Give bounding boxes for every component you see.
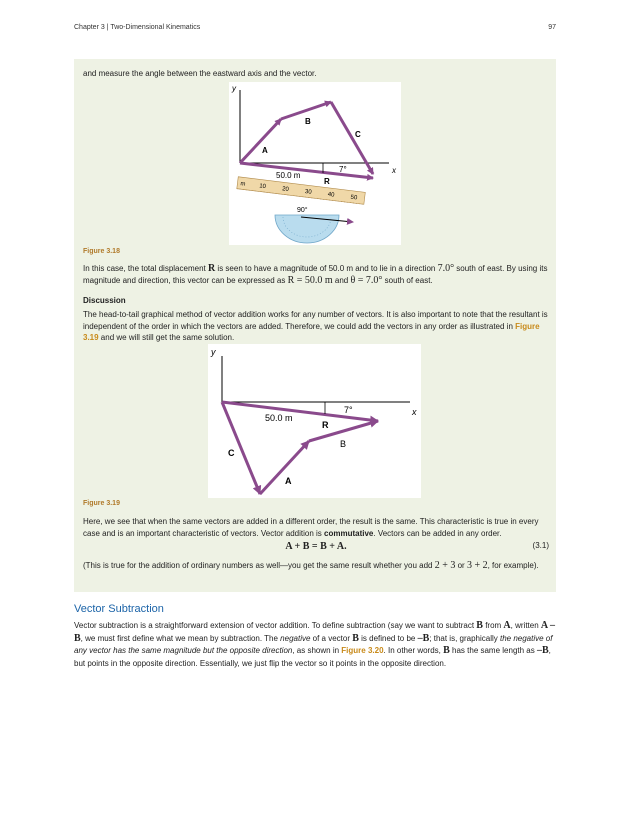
- sub-text-9: . In other words,: [383, 646, 444, 655]
- sub-math-neg-b: –B: [417, 632, 430, 644]
- figure-3-20-link[interactable]: Figure 3.20: [341, 646, 384, 655]
- sub-math-a: A: [503, 620, 511, 631]
- label-b: B: [340, 439, 347, 449]
- sub-text-5: of a vector: [310, 633, 353, 643]
- intro-paragraph: and measure the angle between the eastward axis and the vector.: [83, 69, 317, 78]
- section-title: Vector Subtraction: [74, 603, 164, 615]
- label-c: C: [228, 448, 235, 458]
- case-text-2: is seen to have a magnitude of 50.0 m and to lie in a direction: [215, 264, 438, 273]
- vector-r: [222, 402, 378, 421]
- case-paragraph: [83, 263, 549, 286]
- sub-text-4: , we must first define what we mean by subtraction. The: [80, 633, 281, 643]
- ruler-tick-20: 20: [281, 186, 290, 193]
- case-text-1: In this case, the total displacement: [83, 264, 208, 273]
- label-a: A: [285, 476, 292, 486]
- discussion-heading: Discussion: [83, 296, 126, 305]
- sub-text-8: , as shown in: [292, 646, 342, 655]
- vector-b: [309, 421, 378, 441]
- case-math-theta: θ = 7.0°: [350, 274, 383, 286]
- ruler: [237, 177, 366, 205]
- case-text-4: and: [332, 275, 351, 285]
- subtraction-paragraph: [74, 620, 556, 670]
- true-text-1: (This is true for the addition of ordinary numbers as well—you get the same result whether you add: [83, 561, 435, 570]
- here-paragraph: [83, 516, 549, 539]
- sub-text-11: , but points in the opposite direction. Essentially, we just flip the vector so it points in the opposite direction.: [74, 646, 551, 668]
- figure-3-19-diagram: [208, 344, 421, 498]
- true-math-1: 2 + 3: [434, 560, 456, 571]
- label-b: B: [305, 117, 311, 126]
- label-c: C: [355, 130, 361, 139]
- figure-3-19: [208, 344, 421, 498]
- angle-label: 7°: [344, 405, 353, 415]
- true-text-2: or: [455, 561, 467, 570]
- figure-3-18-caption: Figure 3.18: [83, 248, 120, 255]
- label-a: A: [262, 146, 268, 155]
- sub-text-1: Vector subtraction is a straightforward extension of vector addition. To define subtraction (say we want to subtract: [74, 621, 477, 630]
- page-number: 97: [548, 24, 556, 31]
- equation-text: A + B = B + A.: [285, 541, 347, 552]
- ruler-tick-30: 30: [304, 189, 312, 196]
- ruler-tick-10: 10: [258, 183, 267, 191]
- sub-text-2: from: [482, 621, 504, 630]
- figure-3-19-caption: Figure 3.19: [83, 500, 120, 507]
- sub-math-b: B: [476, 620, 483, 631]
- true-text-3: , for example).: [487, 561, 539, 570]
- x-axis-label: x: [392, 166, 396, 175]
- ruler-tick-50: 50: [350, 194, 358, 202]
- vector-r: [240, 163, 373, 178]
- here-text-2: . Vectors can be added in any order.: [373, 528, 502, 538]
- case-math-r: R: [207, 263, 216, 274]
- figure-3-19-link[interactable]: Figure 3.19: [83, 321, 540, 342]
- figure-3-18: [229, 82, 401, 245]
- vector-a: [260, 441, 309, 494]
- sub-text-7: ; that is, graphically: [429, 633, 500, 643]
- case-text-3: south of east. By using its magnitude and direction, this vector can be expressed as: [83, 264, 548, 285]
- ruler-tick-40: 40: [327, 191, 335, 199]
- equation-number: (3.1): [532, 541, 549, 550]
- sub-text-10: has the same length as: [449, 646, 537, 655]
- sub-text-6: is defined to be: [358, 633, 418, 643]
- running-header-chapter: Chapter 3 | Two-Dimensional Kinematics: [74, 24, 201, 31]
- sub-math-a-minus-b: A – B: [74, 620, 556, 644]
- sub-italic-negative: negative: [280, 633, 311, 643]
- magnitude-label: 50.0 m: [265, 413, 293, 423]
- x-axis-label: x: [412, 407, 417, 417]
- commutative-term: commutative: [324, 528, 374, 538]
- sub-math-b-3: B: [443, 645, 450, 656]
- y-axis-label: y: [211, 347, 216, 357]
- sub-text-3: , written: [510, 621, 541, 630]
- ruler-tick-m: m: [240, 181, 246, 188]
- true-math-2: 3 + 2: [466, 560, 488, 571]
- protractor-label: 90°: [297, 207, 308, 214]
- sub-math-b-2: B: [352, 632, 359, 644]
- discussion-text-1: The head-to-tail graphical method of vector addition works for any number of vectors. It is also important to note that the resultant is independent of the order in which the vectors are added. Therefore, we could add the vectors in any order as illustrated in: [83, 310, 548, 331]
- protractor: [275, 215, 339, 243]
- figure-3-18-diagram: [229, 82, 401, 245]
- case-math-angle: 7.0°: [437, 263, 455, 274]
- vector-a: [240, 119, 281, 163]
- label-r: R: [324, 177, 330, 186]
- angle-label: 7°: [339, 165, 347, 174]
- case-math-mag: R = 50.0 m: [287, 274, 333, 286]
- ordinary-numbers-paragraph: [83, 560, 549, 572]
- y-axis-label: y: [232, 84, 236, 93]
- sub-math-neg-b-2: –B: [536, 645, 549, 656]
- sub-italic-definition: the negative of any vector has the same magnitude but the opposite direction: [74, 633, 553, 655]
- ruler-body: [237, 177, 366, 205]
- magnitude-label: 50.0 m: [276, 171, 301, 180]
- case-text-5: south of east.: [382, 275, 433, 285]
- discussion-paragraph: [83, 309, 549, 344]
- label-r: R: [322, 420, 329, 430]
- discussion-text-2: and we will still get the same solution.: [98, 333, 235, 342]
- here-text-1: Here, we see that when the same vectors are added in a different order, the result is the same. This characteristic is true in every case and is an important characteristic of vectors. Vector addition is: [83, 517, 539, 538]
